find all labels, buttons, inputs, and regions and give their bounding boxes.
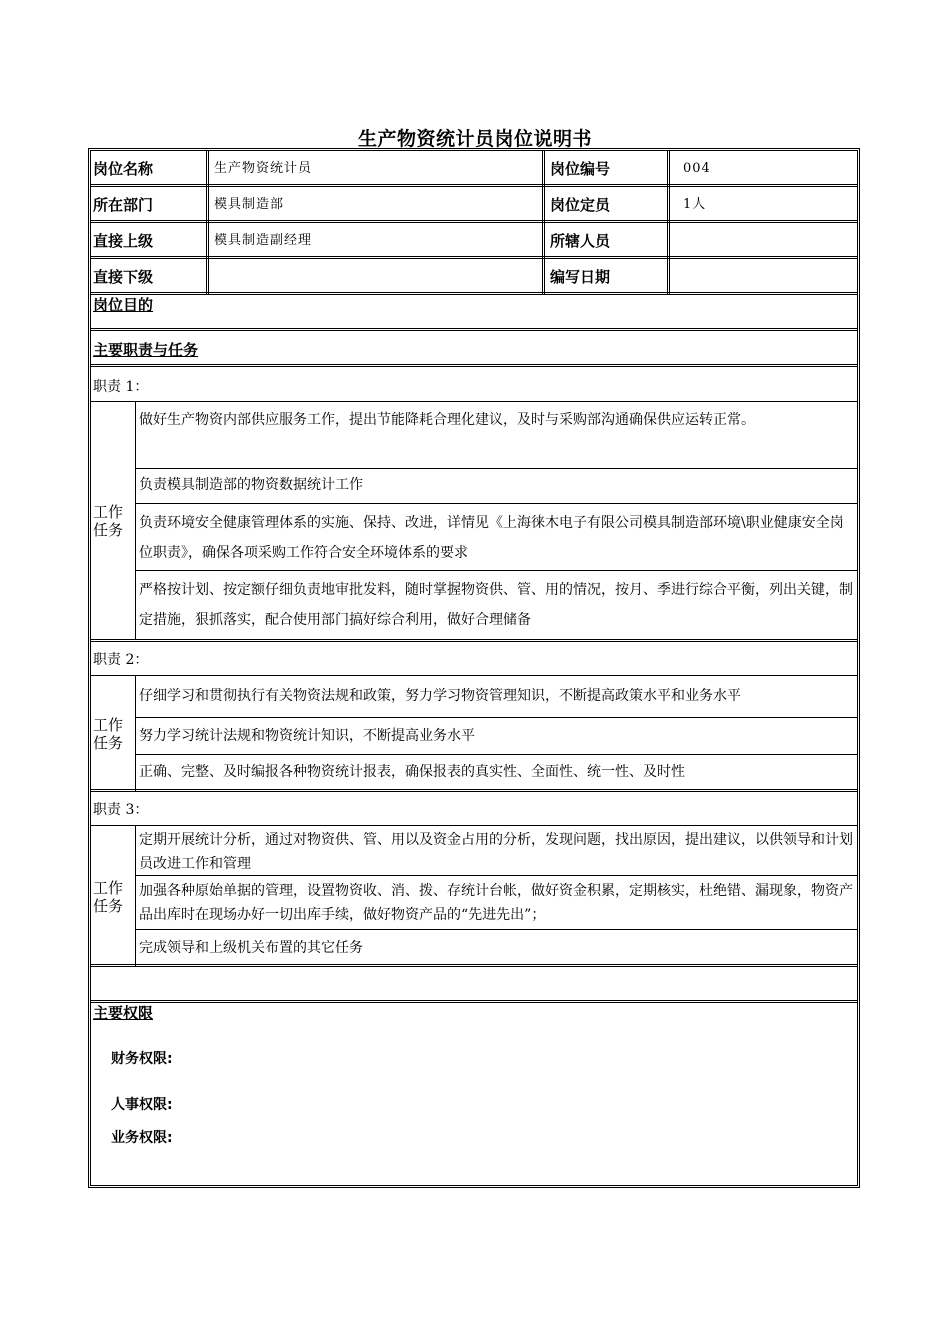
authority-personnel: 人事权限: <box>111 1097 173 1113</box>
label-position-code: 岗位编号 <box>550 160 611 178</box>
authority-finance: 财务权限: <box>111 1051 173 1067</box>
section-purpose: 岗位目的 <box>93 296 154 314</box>
duty-1-task-2: 负责模具制造部的物资数据统计工作 <box>139 477 363 493</box>
duty-2-task-2: 努力学习统计法规和物资统计知识，不断提高业务水平 <box>139 728 475 744</box>
label-headcount: 岗位定员 <box>550 196 611 214</box>
duty-1-task-side: 工作任务 <box>93 503 124 539</box>
job-description-table <box>88 148 860 1188</box>
section-duties: 主要职责与任务 <box>93 341 199 359</box>
duty-2-task-3: 正确、完整、及时编报各种物资统计报表，确保报表的真实性、全面性、统一性、及时性 <box>139 764 685 780</box>
duty-1-task-4: 严格按计划、按定额仔细负责地审批发料，随时掌握物资供、管、用的情况，按月、季进行综合平衡，列出关键，制定措施，狠抓落实，配合使用部门搞好综合利用，做好合理储备 <box>139 582 853 628</box>
value-position-name: 生产物资统计员 <box>214 161 313 176</box>
duty-3-task-1: 定期开展统计分析，通过对物资供、管、用以及资金占用的分析，发现问题，找出原因，提出建议，以供领导和计划员改进工作和管理 <box>139 832 853 872</box>
label-direct-subordinate: 直接下级 <box>93 268 154 286</box>
value-headcount: 1人 <box>683 197 707 212</box>
duty-2-label: 职责 2： <box>93 652 149 668</box>
label-compile-date: 编写日期 <box>550 268 611 286</box>
label-department: 所在部门 <box>93 196 154 214</box>
value-department: 模具制造部 <box>214 197 285 212</box>
duty-3-label: 职责 3： <box>93 802 149 818</box>
page-title: 生产物资统计员岗位说明书 <box>357 128 592 150</box>
label-subordinates: 所辖人员 <box>550 232 611 250</box>
duty-2-task-side: 工作任务 <box>93 716 124 752</box>
duty-1-task-3: 负责环境安全健康管理体系的实施、保持、改进，详情见《上海徕木电子有限公司模具制造部环境\职业健康安全岗位职责》，确保各项采购工作符合安全环境体系的要求 <box>139 515 844 561</box>
duty-1-task-1: 做好生产物资内部供应服务工作，提出节能降耗合理化建议，及时与采购部沟通确保供应运转正常。 <box>139 412 755 428</box>
duty-3-task-3: 完成领导和上级机关布置的其它任务 <box>139 940 363 956</box>
authority-business: 业务权限: <box>111 1130 173 1146</box>
duty-1-label: 职责 1： <box>93 379 149 395</box>
value-direct-superior: 模具制造副经理 <box>214 233 313 248</box>
section-authority: 主要权限 <box>93 1004 154 1022</box>
value-position-code: 004 <box>683 161 711 176</box>
label-direct-superior: 直接上级 <box>93 232 154 250</box>
duty-3-task-side: 工作任务 <box>93 879 124 915</box>
label-position-name: 岗位名称 <box>93 160 154 178</box>
duty-3-task-2: 加强各种原始单据的管理，设置物资收、消、拨、存统计台帐，做好资金积累，定期核实，杜绝错、漏现象，物资产品出库时在现场办好一切出库手续，做好物资产品的“先进先出”； <box>139 883 853 923</box>
duty-2-task-1: 仔细学习和贯彻执行有关物资法规和政策，努力学习物资管理知识，不断提高政策水平和业务水平 <box>139 688 741 704</box>
